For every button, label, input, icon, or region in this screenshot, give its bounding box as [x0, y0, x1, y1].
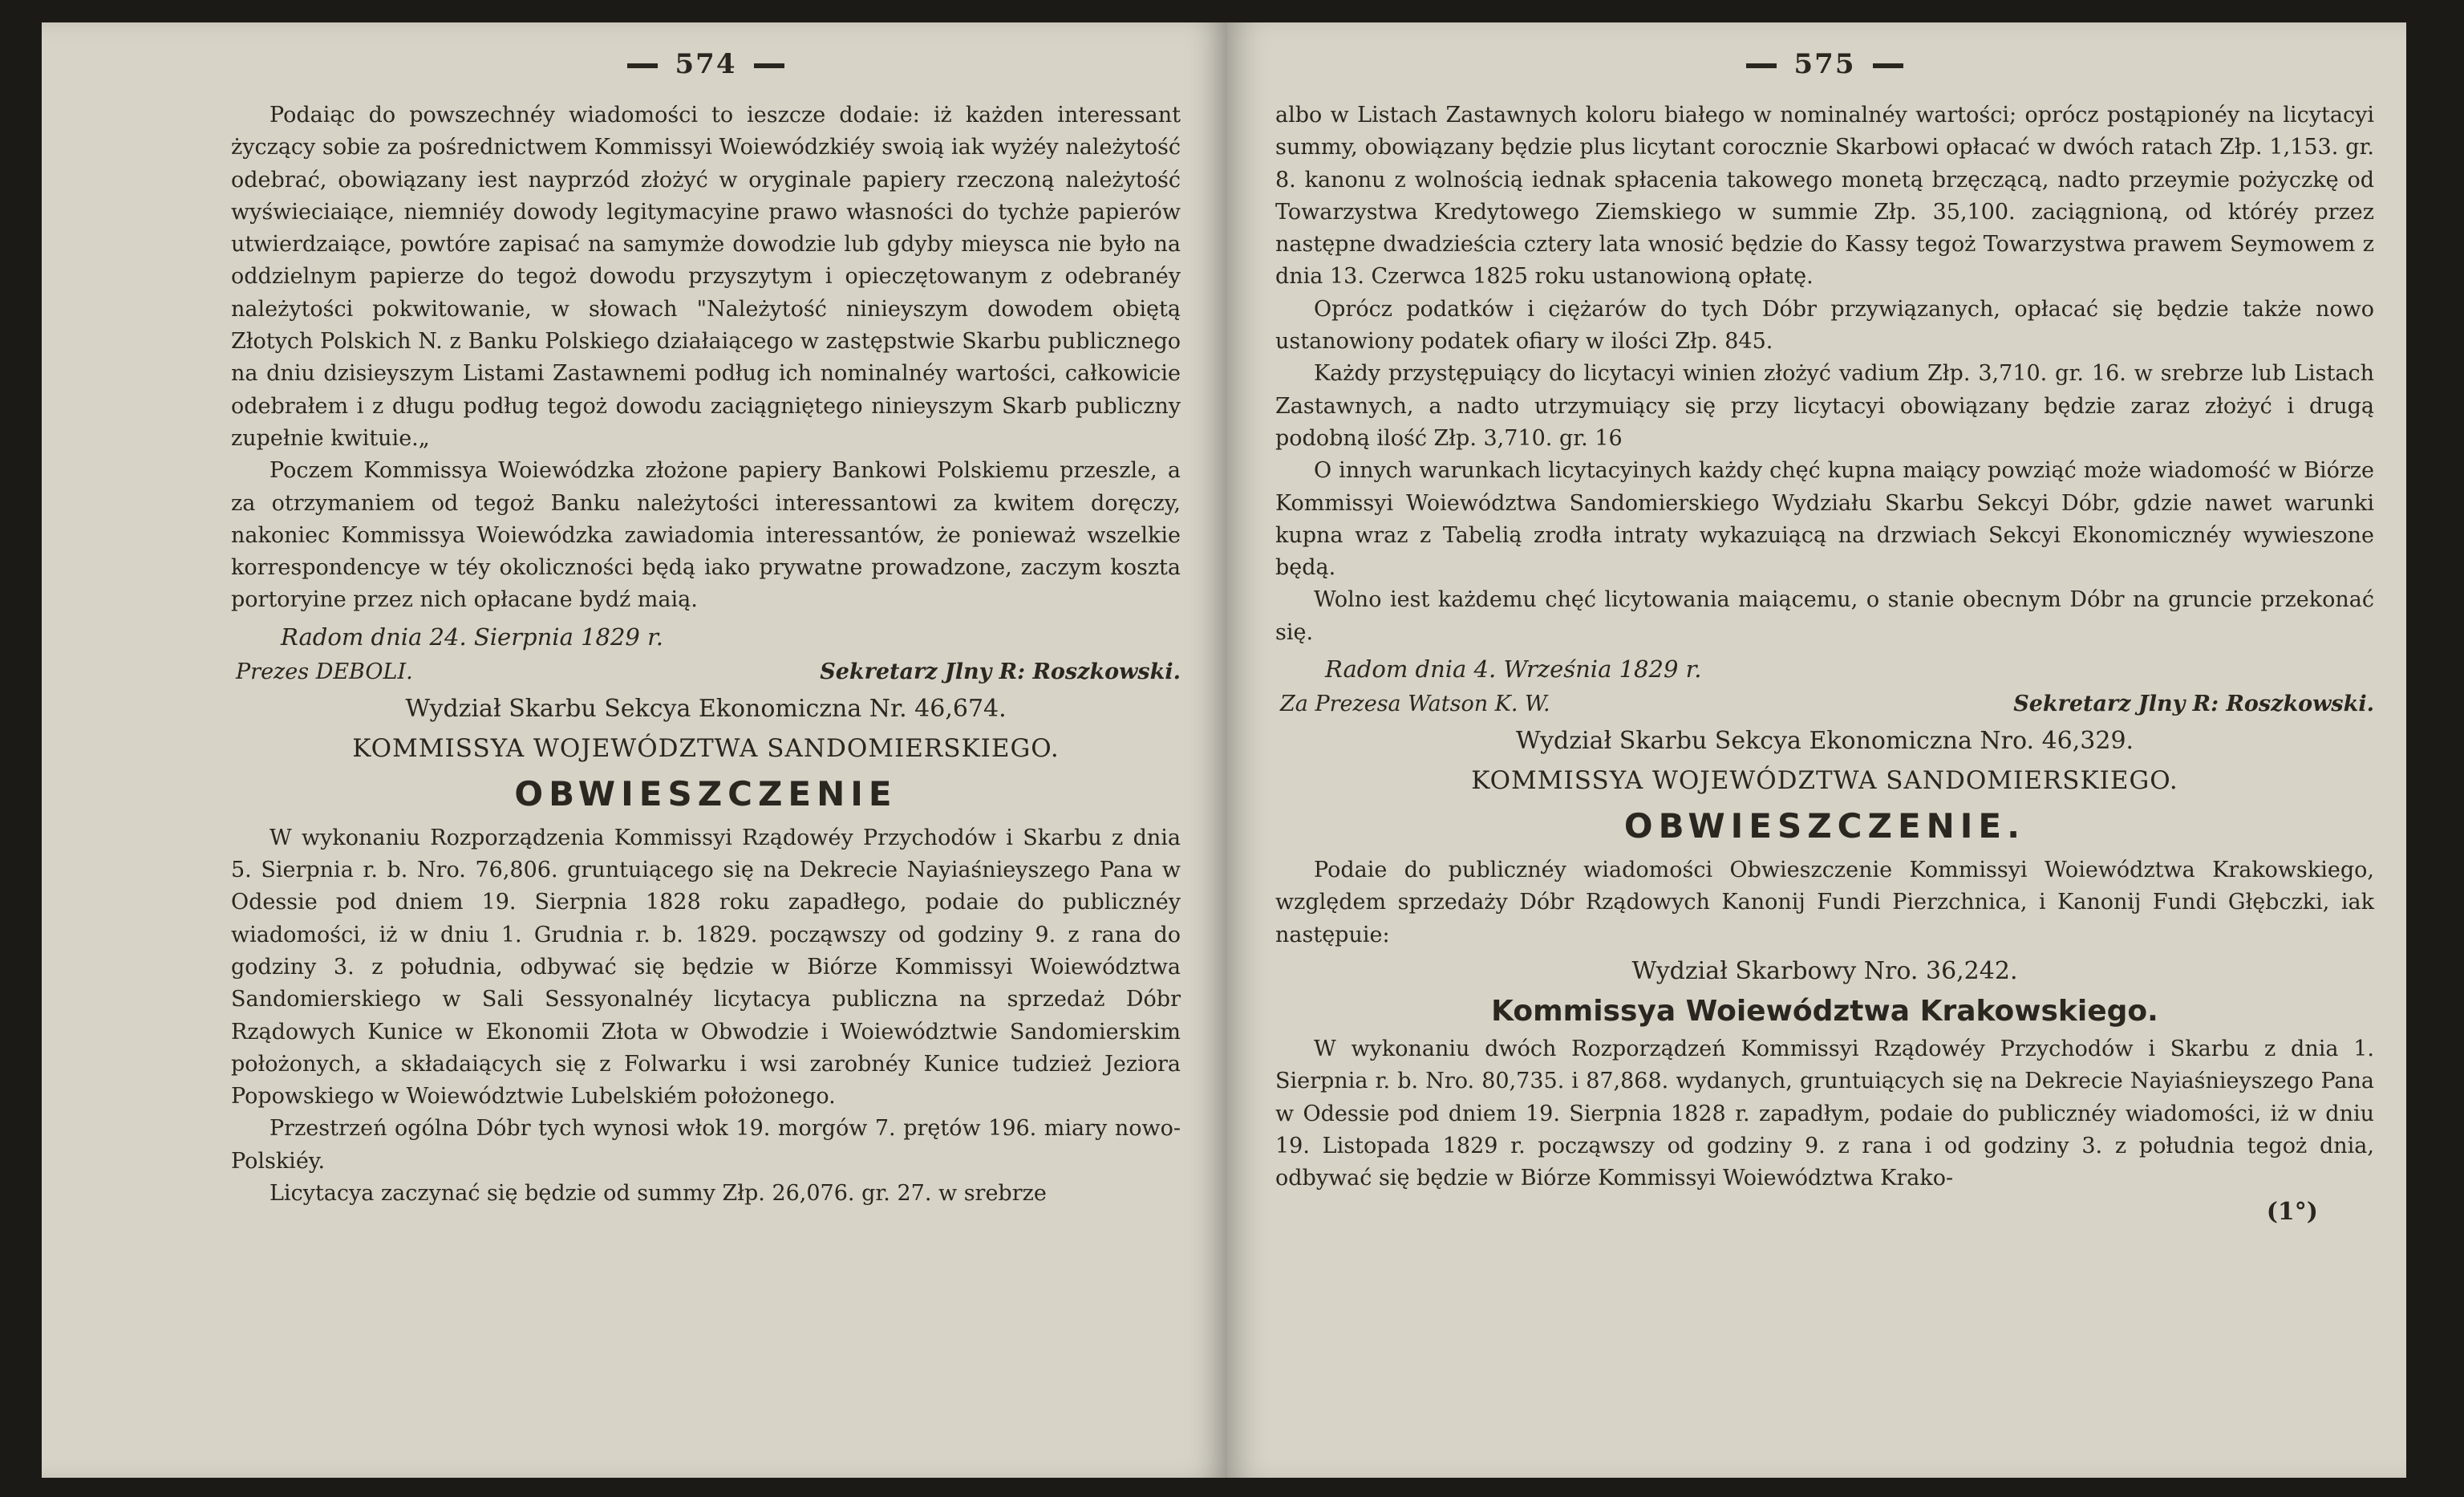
notice-heading: OBWIESZCZENIE — [514, 773, 898, 813]
paragraph: Wolno iest każdemu chęć licytowania maiącemu, o stanie obecnym Dóbr na gruncie przekonać się. — [1275, 587, 2374, 645]
folio-dash — [1746, 63, 1777, 68]
paragraph: Poczem Kommissya Woiewódzka złożone papiery Bankowi Polskiemu przeszle, a za otrzymaniem od tegoż Banku należytości interessantowi za kwitem doręczy, nakoniec Kommissya Woiewódzka zawiadomia interessantów, że ponieważ wszelkie korrespondencye w téy okoliczności będą iako prywatne prowadzone, zaczym koszta portoryine przez nich opłacane bydź maią. — [231, 458, 1181, 613]
notice-heading: OBWIESZCZENIE. — [1623, 806, 2026, 846]
paragraph: Każdy przystępuiący do licytacyi winien złożyć vadium Złp. 3,710. gr. 16. w srebrze lub Listach Zastawnych, a nadto utrzymuiący się przy licytacyi obowiązany będzie zaraz złożyć i drugą podobną ilość Złp. 3,710. gr. 16 — [1275, 361, 2374, 451]
signature-row — [231, 655, 1181, 689]
paragraph: albo w Listach Zastawnych koloru białego w nominalnéy wartości; oprócz postąpionéy na licytacyi summy, obowiązany będzie plus licytant corocznie Skarbowi opłacać w dwóch ratach Złp. 1,153. gr. 8. kanonu z wolnością iednak spłacenia takowego monetą brzęczącą, nadto przeymie pożyczkę od Towarzystwa Kredytowego Ziemskiego w summie Złp. 35,100. zaciągnioną, od któréy przez następne dwadzieścia cztery lata wnosić będzie do Kassy tegoż Towarzystwa prawem Seymowem z dnia 13. Czerwca 1825 roku ustanowioną opłatę. — [1275, 103, 2374, 290]
signature-mark: (1°) — [2266, 1198, 2318, 1227]
folio-dash — [1873, 63, 1903, 68]
right-page — [1227, 22, 2406, 1478]
commission-heading: KOMMISSYA WOJEWÓDZTWA SANDOMIERSKIEGO. — [352, 733, 1060, 763]
commission-heading: KOMMISSYA WOJEWÓDZTWA SANDOMIERSKIEGO. — [1471, 766, 2178, 796]
dateline: Radom dnia 24. Sierpnia 1829 r. — [281, 623, 663, 651]
paragraph: Przestrzeń ogólna Dóbr tych wynosi włok 19. morgów 7. prętów 196. miary nowo-Polskiéy. — [231, 1116, 1181, 1174]
reference-line: Wydział Skarbowy Nro. 36,242. — [1631, 956, 2018, 985]
page-number-left — [231, 48, 1181, 80]
paragraph: W wykonaniu dwóch Rozporządzeń Kommissyi Rządowéy Przychodów i Skarbu z dnia 1. Sierpnia r. b. Nro. 80,735. i 87,868. wydanych, gruntuiących się na Dekrecie Nayiaśnieyszego Pana w Odessie pod dniem 19. Sierpnia 1828 r. zapadłym, podaie do publicznéy wiadomości, iż w dniu 19. Listopada 1829 r. począwszy od godziny 9. z rana i od godziny 3. z południa tegoż dnia, odbywać się będzie w Biórze Kommissyi Woiewództwa Krako- — [1275, 1036, 2374, 1191]
paragraph: Oprócz podatków i ciężarów do tych Dóbr przywiązanych, opłacać się będzie także nowo ustanowiony podatek ofiary w ilości Złp. 845. — [1275, 296, 2374, 355]
signature-president: Prezes DEBOLI. — [236, 659, 413, 684]
dateline: Radom dnia 4. Września 1829 r. — [1325, 655, 1702, 684]
page-number-right-text: 575 — [1793, 48, 1856, 80]
paragraph: Podaiąc do powszechnéy wiadomości to ieszcze dodaie: iż każden interessant życzący sobie za pośrednictwem Kommissyi Woiewódzkiéy swoią iak wyżéy należytość odebrać, obowiązany iest nayprzód złożyć w oryginale papiery rzeczoną należytość wyświeciaiące, niemniéy dowody legitymacyine prawo własności do tychże papierów utwierdzaiące, powtóre zapisać na samymże dowodzie lub gdyby mieysca nie było na oddzielnym papierze do tegoż dowodu przyszytym i opieczętowanym z odebranéy należytości pokwitowanie, w słowach "Należytość ninieyszym dowodem obiętą Złotych Polskich N. z Banku Polskiego działaiącego w zastępstwie Skarbu publicznego na dniu dzisieyszym Listami Zastawnemi podług ich nominalnéy wartości, całkowicie odebrałem i z długu podług tegoż dowodu zaciągniętego ninieyszym Skarb publiczny zupełnie kwituie.„ — [231, 103, 1181, 451]
page-number-left-text: 574 — [675, 48, 737, 80]
signature-secretary: Sekretarz Jlny R: Roszkowski. — [2013, 692, 2374, 717]
signature-secretary: Sekretarz Jlny R: Roszkowski. — [820, 659, 1181, 684]
signature-row — [1275, 688, 2374, 721]
reference-line: Wydział Skarbu Sekcya Ekonomiczna Nr. 46,674. — [405, 694, 1007, 723]
left-page — [42, 22, 1227, 1478]
paragraph: Licytacya zaczynać się będzie od summy Złp. 26,076. gr. 27. w srebrze — [270, 1181, 1047, 1207]
reference-line: Wydział Skarbu Sekcya Ekonomiczna Nro. 46,329. — [1515, 727, 2134, 756]
paragraph: O innych warunkach licytacyinych każdy chęć kupna maiący powziąć może wiadomość w Biórze Kommissyi Woiewództwa Sandomierskiego Wydziału Skarbu Sekcyi Dóbr, gdzie nawet warunki kupna wraz z Tabelią zrodła intraty wykazuiącą na drzwiach Sekcyi Ekonomicznéy wywieszone będą. — [1275, 458, 2374, 581]
folio-dash — [754, 63, 784, 68]
paragraph: Podaie do publicznéy wiadomości Obwieszczenie Kommissyi Woiewództwa Krakowskiego, względem sprzedaży Dóbr Rządowych Kanonij Fundi Pierzchnica, i Kanonij Fundi Głębczki, iak następuie: — [1275, 858, 2374, 947]
commission-heading: Kommissya Woiewództwa Krakowskiego. — [1491, 994, 2158, 1028]
folio-dash — [627, 63, 658, 68]
page-number-right — [1275, 48, 2374, 80]
signature-president: Za Prezesa Watson K. W. — [1280, 692, 1550, 717]
paragraph: W wykonaniu Rozporządzenia Kommissyi Rządowéy Przychodów i Skarbu z dnia 5. Sierpnia r. b. Nro. 76,806. gruntuiącego się na Dekrecie Nayiaśnieyszego Pana w Odessie pod dniem 19. Sierpnia 1828 roku zapadłego, podaie do publicznéy wiadomości, iż w dniu 1. Grudnia r. b. 1829. począwszy od godziny 9. z rana do godziny 3. z południa, odbywać się będzie w Biórze Kommissyi Woiewództwa Sandomierskiego w Sali Sessyonalnéy licytacya publiczna na sprzedaż Dóbr Rządowych Kunice w Ekonomii Złota w Obwodzie i Woiewództwie Sandomierskim położonych, a składaiących się z Folwarku i wsi zarobnéy Kunice tudzież Jeziora Popowskiego w Woiewództwie Lubelskiém położonego. — [231, 825, 1181, 1110]
